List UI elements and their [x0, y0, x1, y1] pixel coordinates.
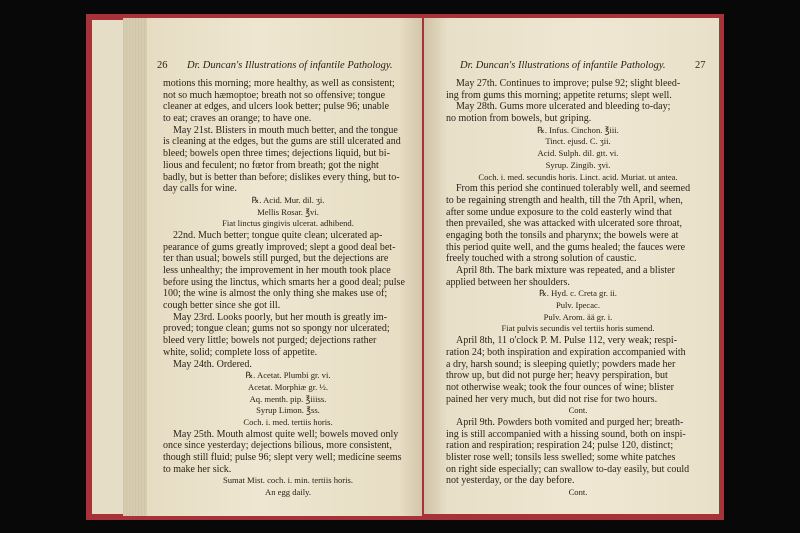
text-line: 100; the wine is almost the only thing she makes use of; [163, 288, 388, 300]
text-line: May 25th. Mouth almost quite well; bowels moved only [173, 428, 399, 440]
text-line: a dry, harsh sound; is sleeping quietly; powders made her [446, 358, 676, 370]
text-line: white, solid; complete loss of appetite. [163, 346, 318, 358]
text-line: ing from gums this morning; appetite returns; slept well. [446, 89, 672, 101]
text-line: motions this morning; more healthy, as well as consistent; [163, 78, 395, 89]
text-line: ing is still accompanied with a hissing sound, both on inspi- [446, 428, 686, 440]
right-running-head: Dr. Duncan's Illustrations of infantile Pathology. [460, 60, 666, 71]
text-line: to be regaining strength and health, till the 7th April, when, [446, 194, 683, 206]
text-line: An egg daily. [265, 487, 311, 498]
text-line: Mellis Rosar. ℥vi. [257, 206, 319, 217]
text-line: ℞. Hyd. c. Creta gr. ii. [539, 288, 617, 299]
text-line: May 27th. Continues to improve; pulse 92; slight bleed- [456, 78, 681, 89]
text-line: no motion from bowels, but griping. [446, 113, 592, 125]
text-line: ℞. Infus. Cinchon. ℥iii. [537, 124, 619, 135]
text-line: to make her sick. [163, 463, 232, 475]
text-line: not otherwise weak; took the four ounces of wine; blister [446, 381, 674, 393]
left-running-head: Dr. Duncan's Illustrations of infantile Pathology. [187, 60, 393, 71]
text-line: to eat; craves an orange; to have one. [163, 113, 312, 125]
text-line: cleaner at edges, and ulcers look better; pulse 96; unable [163, 101, 390, 113]
text-line: day calls for wine. [163, 183, 237, 195]
left-page-text [163, 78, 413, 499]
text-line: proved; tongue clean; gums not so spongy nor ulcerated; [163, 323, 390, 335]
text-line: blister rose well; tonsils less swelled; some white patches [446, 452, 676, 463]
text-line: freely touched with a strong solution of caustic. [446, 253, 637, 265]
text-line: applied between her shoulders. [446, 276, 570, 288]
text-line: Coch. i. med. tertiis horis. [243, 416, 333, 427]
text-line: April 8th. The bark mixture was repeated, and a blister [456, 265, 675, 276]
text-line: Cont. [568, 405, 588, 416]
text-line: Tinct. ejusd. C. ʒii. [545, 136, 611, 147]
text-line: Syrup Limon. ℥ss. [256, 405, 320, 416]
text-line: May 28th. Gums more ulcerated and bleeding to-day; [456, 101, 671, 113]
right-page-text [446, 78, 710, 499]
right-page [424, 18, 719, 514]
text-line: badly, but is better than before; dislikes every thing, but to- [163, 171, 400, 183]
text-line: ter than usual; bowels still purged, but the dejections are [163, 253, 389, 265]
text-line: bleed very little; bowels not purged; dejections rather [163, 335, 377, 347]
text-line: May 21st. Blisters in mouth much better, and the tongue [173, 124, 398, 136]
text-line: on right side especially; can swallow to-day easily, but could [446, 463, 690, 475]
text-line: after some undue exposure to the cold easterly wind that [446, 206, 672, 218]
text-line: Pulv. Arom. ää gr. i. [543, 311, 613, 322]
text-line: before using the linctus, which smarts her a good deal; pulse [163, 276, 405, 288]
text-line: May 23rd. Looks poorly, but her mouth is greatly im- [173, 311, 388, 323]
text-line: Pulv. Ipecac. [555, 300, 601, 311]
page-edges [123, 18, 147, 516]
text-line: May 24th. Ordered. [173, 358, 252, 370]
text-line: is cleaning at the edges, but the gums are still ulcerated and [163, 136, 401, 148]
text-line: cough better since she got ill. [163, 300, 281, 312]
text-line: ration and respiration; respiration 24; pulse 120, distinct; [446, 440, 674, 452]
text-line: engaging both the tonsils and pharynx; the bowels were at [446, 229, 679, 241]
text-line: not so much hæmoptoe; breath not so offensive; tongue [163, 89, 386, 101]
text-line: less unhealthy; the improvement in her mouth took place [163, 265, 391, 276]
left-page [147, 18, 422, 516]
text-line: this period quite well, and the gums healed; the fauces were [446, 241, 686, 253]
cover-inner-board [92, 20, 123, 514]
text-line: Coch. i. med. secundis horis. Linct. acid. Muriat. ut antea. [478, 171, 678, 182]
text-line: April 8th, 11 o'clock P. M. Pulse 112, very weak; respi- [456, 335, 678, 347]
text-line: lious and feculent; no fœtor from breath; got the night [163, 159, 379, 171]
left-page-number: 26 [157, 60, 168, 71]
text-line: then prevailed, she was attacked with ulcerated sore throat, [446, 218, 683, 230]
text-line: once since yesterday; dejections bilious, more consistent, [163, 440, 392, 452]
text-line: Sumat Mist. coch. i. min. tertiis horis. [222, 475, 354, 486]
text-line: Syrup. Zingib. ʒvi. [545, 159, 611, 170]
text-line: Acetat. Morphiæ gr. ½. [248, 381, 328, 392]
text-line: Cont. [568, 487, 588, 498]
text-line: throw up, but did not purge her; heavy perspiration, but [446, 370, 668, 382]
text-line: not yesterday, or the day before. [446, 475, 575, 487]
text-line: April 9th. Powders both vomited and purged her; breath- [456, 416, 684, 428]
text-line: bleed; bowels open three times; dejections liquid, but bi- [163, 148, 390, 160]
right-page-number: 27 [695, 60, 706, 71]
text-line: 22nd. Much better; tongue quite clean; ulcerated ap- [173, 229, 383, 241]
text-line: From this period she continued tolerably well, and seemed [456, 183, 691, 195]
text-line: Fiat pulvis secundis vel tertiis horis sumend. [501, 323, 655, 334]
text-line: pearance of gums greatly improved; slept a good deal bet- [163, 241, 396, 253]
text-line: Fiat linctus gingivis ulcerat. adhibend. [222, 218, 354, 229]
text-line: ℞. Acid. Mur. dil. ʒi. [251, 194, 325, 205]
text-line: ration 24; both inspiration and expiration accompanied with [446, 346, 686, 358]
text-line: though still fluid; pulse 96; slept very well; medicine seems [163, 452, 402, 463]
text-line: Aq. menth. pip. ℥iiiss. [249, 393, 327, 404]
text-line: pained her very much, but did not rise for two hours. [446, 393, 658, 405]
text-line: Acid. Sulph. dil. gtt. vi. [537, 148, 619, 159]
text-line: ℞. Acetat. Plumbi gr. vi. [245, 370, 331, 381]
